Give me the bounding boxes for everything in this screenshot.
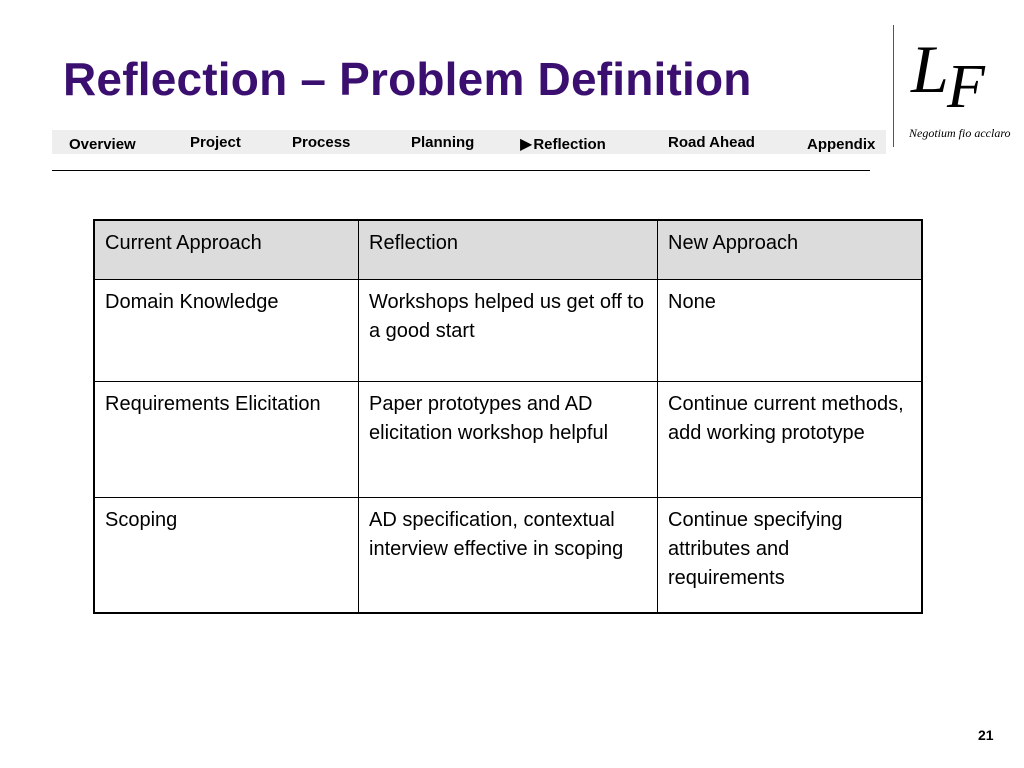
- nav-item-process[interactable]: Process: [292, 134, 351, 151]
- table-header-cell: Current Approach: [94, 220, 359, 280]
- page-number: 21: [978, 727, 994, 743]
- table-header-cell: New Approach: [658, 220, 923, 280]
- logo-letter-f: F: [947, 53, 985, 121]
- nav-item-planning[interactable]: Planning: [411, 134, 475, 151]
- nav-item-road-ahead[interactable]: Road Ahead: [668, 134, 755, 151]
- logo-motto: Negotium fio acclaro: [909, 126, 1011, 140]
- logo-divider: [893, 25, 894, 147]
- nav-item-project[interactable]: Project: [190, 134, 241, 151]
- table-cell: AD specification, contextual interview effective in scoping: [359, 498, 658, 614]
- section-nav-bar: [52, 130, 886, 154]
- logo-letter-l: L: [911, 31, 949, 107]
- nav-item-overview[interactable]: Overview: [69, 136, 136, 153]
- table-cell: Requirements Elicitation: [94, 382, 359, 498]
- current-section-arrow-icon: ▶: [520, 136, 533, 153]
- nav-item-appendix[interactable]: Appendix: [807, 136, 876, 153]
- company-logo: [905, 30, 1017, 148]
- table-header-cell: Reflection: [359, 220, 658, 280]
- nav-item-reflection-label: Reflection: [533, 136, 606, 153]
- table-cell: Domain Knowledge: [94, 280, 359, 382]
- table-header-row: [94, 220, 922, 280]
- table-cell: Scoping: [94, 498, 359, 614]
- table-row: [94, 498, 922, 614]
- page-title: Reflection – Problem Definition: [63, 53, 752, 105]
- table-row: [94, 382, 922, 498]
- table-cell: Continue specifying attributes and requirements: [658, 498, 923, 614]
- reflection-table: [93, 219, 923, 614]
- header-divider: [52, 170, 870, 171]
- nav-item-reflection[interactable]: [520, 134, 606, 154]
- table-cell: None: [658, 280, 923, 382]
- table-cell: Paper prototypes and AD elicitation workshop helpful: [359, 382, 658, 498]
- table-cell: Continue current methods, add working prototype: [658, 382, 923, 498]
- table-cell: Workshops helped us get off to a good start: [359, 280, 658, 382]
- table-row: [94, 280, 922, 382]
